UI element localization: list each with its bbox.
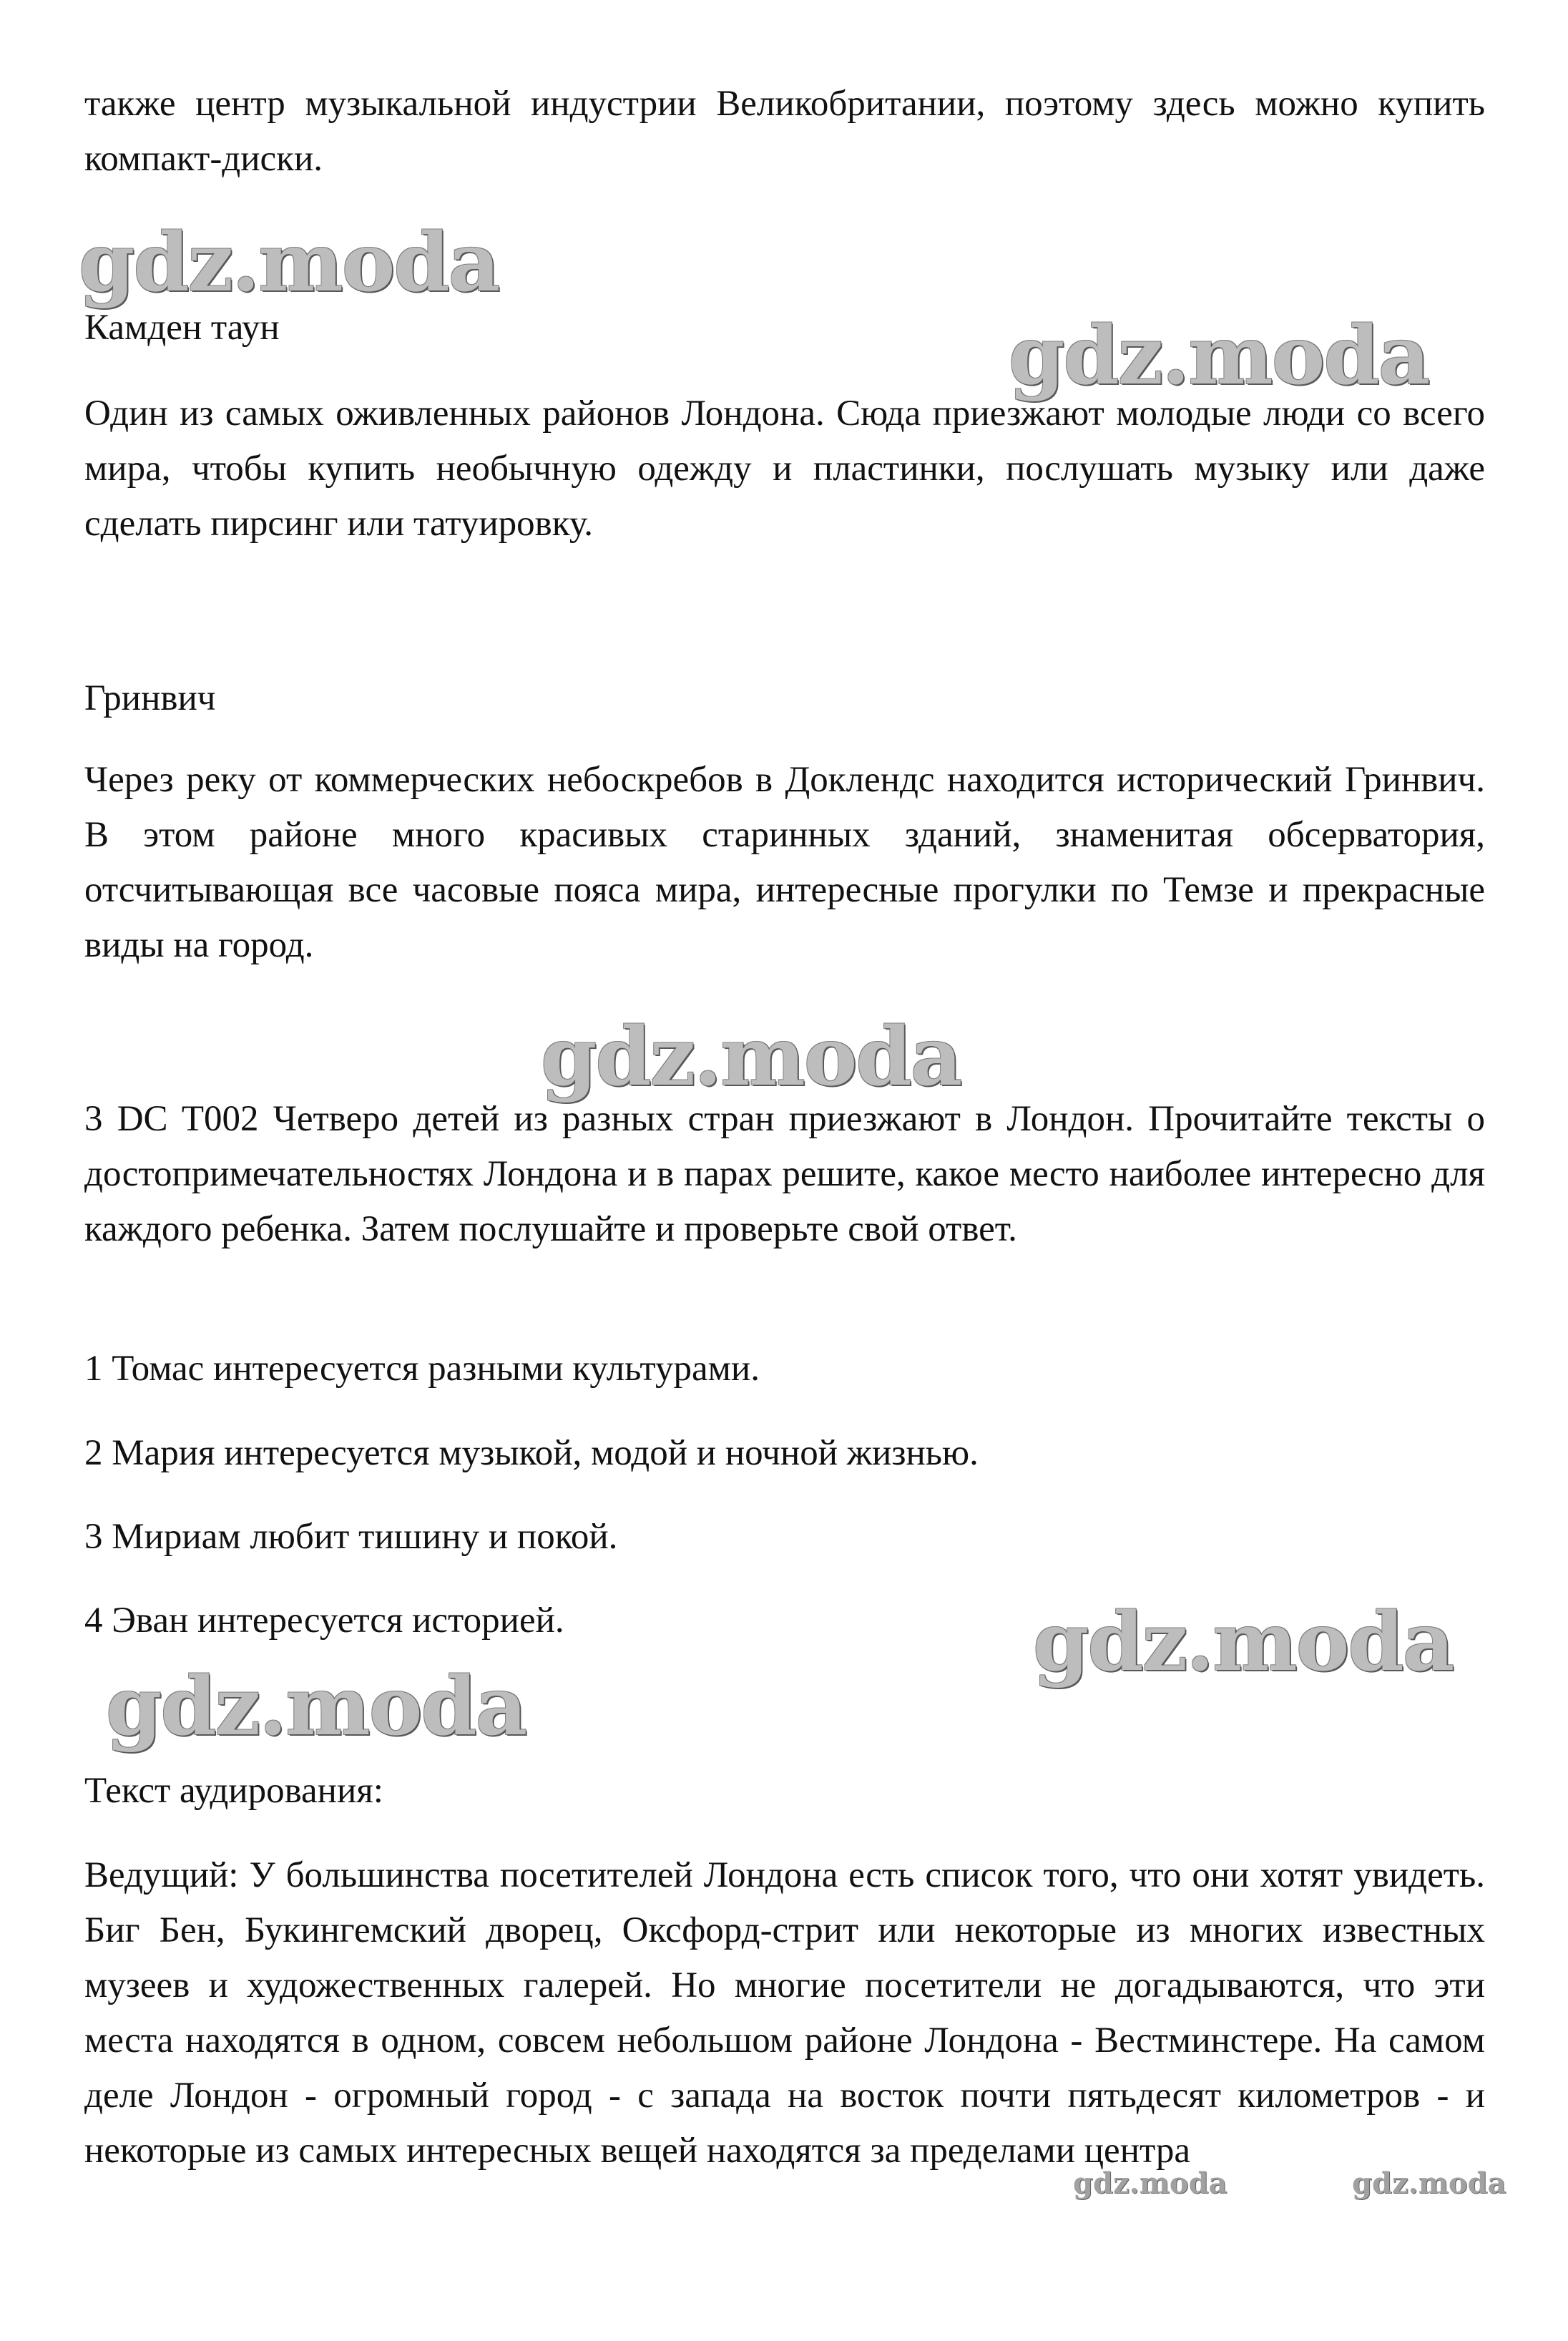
list-item-1: 1 Томас интересуется разными культурами. (84, 1349, 760, 1389)
list-item-3: 3 Мириам любит тишину и покой. (84, 1517, 618, 1557)
task3-paragraph: 3 DC T002 Четверо детей из разных стран приезжают в Лондон. Прочитайте тексты о достопримечательностях Лондона и в парах решите, какое место наиболее интересно для каждого ребенка. Затем послушайте и проверьте свой ответ. (84, 1099, 1485, 1249)
listening-heading: Текст аудирования: (84, 1771, 383, 1811)
intro-paragraph: также центр музыкальной индустрии Великобритании, поэтому здесь можно купить компакт-диски. (84, 84, 1485, 179)
greenwich-heading: Гринвич (84, 678, 216, 718)
watermark-logo: gdz.moda (541, 1010, 961, 1104)
list-item-4: 4 Эван интересуется историей. (84, 1600, 564, 1641)
list-item-2: 2 Мария интересуется музыкой, модой и ночной жизнью. (84, 1433, 979, 1473)
watermark-logo: gdz.moda (106, 1660, 526, 1754)
watermark-logo: gdz.moda (1033, 1595, 1454, 1689)
watermark-logo: gdz.moda (79, 216, 499, 310)
listening-paragraph: Ведущий: У большинства посетителей Лондона есть список того, что они хотят увидеть. Биг Бен, Букингемский дворец, Оксфорд-стрит или некоторые из многих известных музеев и художественных галерей. Но многие посетители не догадываются, что эти места находятся в одном, совсем небольшом районе Лондона - Вестминстере. На самом деле Лондон - огромный город - с запада на восток почти пятьдесят километров - и некоторые из самых интересных вещей находятся за пределами центра (84, 1855, 1485, 2171)
watermark-logo: gdz.moda (1009, 309, 1429, 403)
camden-heading: Камден таун (84, 308, 280, 348)
greenwich-paragraph: Через реку от коммерческих небоскребов в Доклендс находится исторический Гринвич. В этом районе много красивых старинных зданий, знаменитая обсерватория, отсчитывающая все часовые пояса мира, интересные прогулки по Темзе и прекрасные виды на город. (84, 760, 1485, 965)
camden-paragraph: Один из самых оживленных районов Лондона. Сюда приезжают молодые люди со всего мира, чтобы купить необычную одежду и пластинки, послушать музыку или даже сделать пирсинг или татуировку. (84, 394, 1485, 544)
watermark-logo-small: gdz.moda (1073, 2166, 1228, 2200)
watermark-logo-small: gdz.moda (1352, 2166, 1506, 2200)
